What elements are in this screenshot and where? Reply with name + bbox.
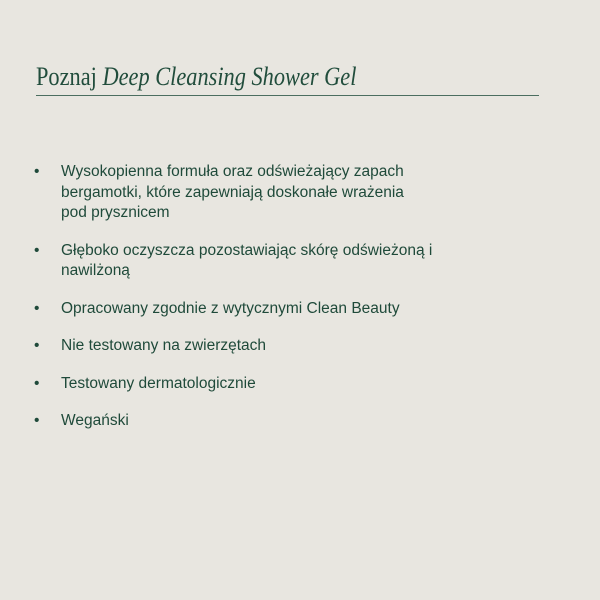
- bullet-icon: •: [34, 241, 40, 259]
- list-item: [34, 336, 434, 357]
- title-product-name: Deep Cleansing Shower Gel: [102, 62, 357, 91]
- feature-text: Nie testowany na zwierzętach: [61, 337, 267, 354]
- feature-text: Wysokopienna formuła oraz odświeżający zapach bergamotki, które zapewniają doskonałe wrażenia pod prysznicem: [61, 163, 404, 221]
- bullet-icon: •: [34, 412, 40, 429]
- feature-text: Opracowany zgodnie z wytycznymi Clean Beauty: [61, 299, 400, 317]
- bullet-icon: •: [34, 337, 40, 354]
- page-title: [36, 62, 356, 92]
- feature-text: Wegański: [61, 412, 129, 429]
- title-prefix: Poznaj: [36, 62, 103, 91]
- bullet-icon: •: [34, 163, 40, 180]
- list-item: [34, 374, 434, 395]
- list-item: [34, 299, 434, 320]
- feature-text: Głęboko oczyszcza pozostawiając skórę odświeżoną i nawilżoną: [61, 241, 433, 279]
- list-item: [34, 411, 434, 432]
- list-item: [34, 162, 434, 224]
- bullet-icon: •: [34, 299, 40, 317]
- feature-text: Testowany dermatologicznie: [61, 374, 256, 392]
- bullet-icon: •: [34, 374, 40, 392]
- title-divider: [36, 95, 539, 96]
- feature-list: [34, 162, 434, 449]
- list-item: [34, 241, 434, 282]
